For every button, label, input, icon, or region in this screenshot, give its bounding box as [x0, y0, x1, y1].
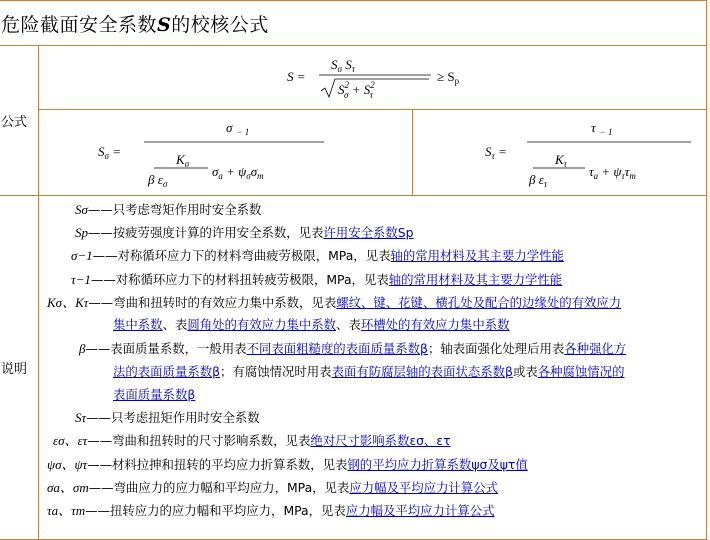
link-groove[interactable]: 环槽处的有效应力集中系数 [360, 316, 510, 332]
list-item: 集中系数、表圆角处的有效应力集中系数、表环槽处的有效应力集中系数 [113, 316, 510, 332]
link-size-effect[interactable]: 绝对尺寸影响系数εσ、ετ [310, 432, 451, 448]
main-formula [39, 46, 707, 110]
explain-lines [39, 196, 706, 536]
svg-text:β εσ: β $\varepsilon_\sigma$ [147, 172, 167, 190]
list-item: Sσ——只考虑弯矩作用时安全系数 [75, 201, 262, 217]
tau-formula-svg [415, 110, 705, 190]
explain-cell [39, 195, 707, 539]
link-anticorr[interactable]: 表面有防腐层轴的表面状态系数β [331, 363, 513, 379]
sigma-formula [39, 109, 413, 195]
list-item: 法的表面质量系数β；有腐蚀情况时用表表面有防腐层轴的表面状态系数β或表各种腐蚀情况的 [113, 363, 625, 379]
sigma-formula-svg [6, 110, 326, 190]
svg-text:S2σ + S2τ: $S^2$ $\sigma + S^2$ τ [337, 79, 375, 100]
list-item: Kσ、Kτ——弯曲和扭转时的有效应力集中系数，见表螺纹、键、花键、横孔处及配合的边缘处的有效应力 [47, 294, 622, 310]
link-corrosion[interactable]: 各种腐蚀情况的 [537, 363, 625, 379]
svg-text:Sσ Sτ: $S_\sigma$ $S_\tau$ [330, 56, 355, 74]
main-formula-svg [283, 47, 543, 105]
link-mean-stress[interactable]: 钢的平均应力折算系数ψσ及ψτ值 [347, 456, 528, 472]
link-stress-conc-1[interactable]: 螺纹、键、花键、横孔处及配合的边缘处的有效应力 [336, 294, 622, 310]
list-item [113, 387, 195, 403]
list-item: σ−1——对称循环应力下的材料弯曲疲劳极限，MPa，见表轴的常用材料及其主要力学性能 [71, 247, 564, 263]
table-title: 危险截面安全系数S的校核公式 [0, 1, 707, 46]
svg-text:Sτ =: $S_\tau$ = [484, 144, 507, 162]
svg-text:≥ Sp: ≥ $S_p$ [436, 68, 459, 86]
svg-text:τa + ψττm: $\tau_a + \psi_\tau\tau_m$ [588, 164, 636, 182]
svg-text:τ− 1: τ $_{- 1}$ [590, 120, 612, 138]
list-item: τ−1——对称循环应力下的材料扭转疲劳极限，MPa，见表轴的常用材料及其主要力学性能 [71, 271, 563, 287]
link-amplitude-1[interactable]: 应力幅及平均应力计算公式 [349, 479, 499, 495]
link-stress-conc-1b[interactable]: 集中系数 [113, 316, 163, 332]
svg-text:Sσ =: $S_\sigma$ = [97, 144, 121, 162]
link-corrosion-b[interactable]: 表面质量系数β [113, 386, 196, 402]
link-materials-2[interactable]: 轴的常用材料及其主要力学性能 [388, 271, 563, 287]
link-strengthen-b[interactable]: 法的表面质量系数β [113, 363, 221, 379]
list-item: τa、τm——扭转应力的应力幅和平均应力，MPa，见表应力幅及平均应力计算公式 [47, 502, 495, 518]
link-allow-safety[interactable]: 许用安全系数Sp [323, 224, 414, 240]
list-item: β——表面质量系数，一般用表不同表面粗糙度的表面质量系数β；轴表面强化处理后用表各种强化方 [79, 340, 627, 356]
tau-formula [413, 109, 707, 195]
link-fillet[interactable]: 圆角处的有效应力集中系数 [187, 316, 337, 332]
list-item: Sp——按疲劳强度计算的许用安全系数，见表许用安全系数Sp [75, 224, 414, 240]
list-item: ψσ、ψτ——材料拉抻和扭转的平均应力折算系数，见表钢的平均应力折算系数ψσ及ψτ值 [47, 456, 528, 472]
svg-text:Kσ: $K_\sigma$ [175, 152, 189, 170]
list-item: εσ、ετ——弯曲和扭转时的尺寸影响系数，见表绝对尺寸影响系数εσ、ετ [53, 432, 451, 448]
formula-label: 公式 [0, 46, 39, 195]
svg-text:σ− 1: σ $_{- 1}$ [225, 120, 249, 138]
svg-text:S =: S = [286, 68, 306, 84]
list-item: σa、σm——弯曲应力的应力幅和平均应力，MPa，见表应力幅及平均应力计算公式 [47, 479, 499, 495]
svg-text:β ετ: β $\varepsilon_\tau$ [528, 172, 547, 190]
list-item: Sτ——只考虑扭矩作用时安全系数 [75, 409, 260, 425]
svg-text:Kτ: $K_\tau$ [554, 152, 567, 170]
explain-label: 说明 [0, 195, 39, 539]
link-roughness[interactable]: 不同表面粗糙度的表面质量系数β [246, 340, 428, 356]
link-strengthen[interactable]: 各种强化方 [564, 340, 627, 356]
link-amplitude-2[interactable]: 应力幅及平均应力计算公式 [345, 502, 495, 518]
link-materials-1[interactable]: 轴的常用材料及其主要力学性能 [390, 247, 564, 263]
svg-text:σa + ψσσm: $\sigma_a + \psi_\sigma\sigma_m$ [211, 164, 264, 182]
